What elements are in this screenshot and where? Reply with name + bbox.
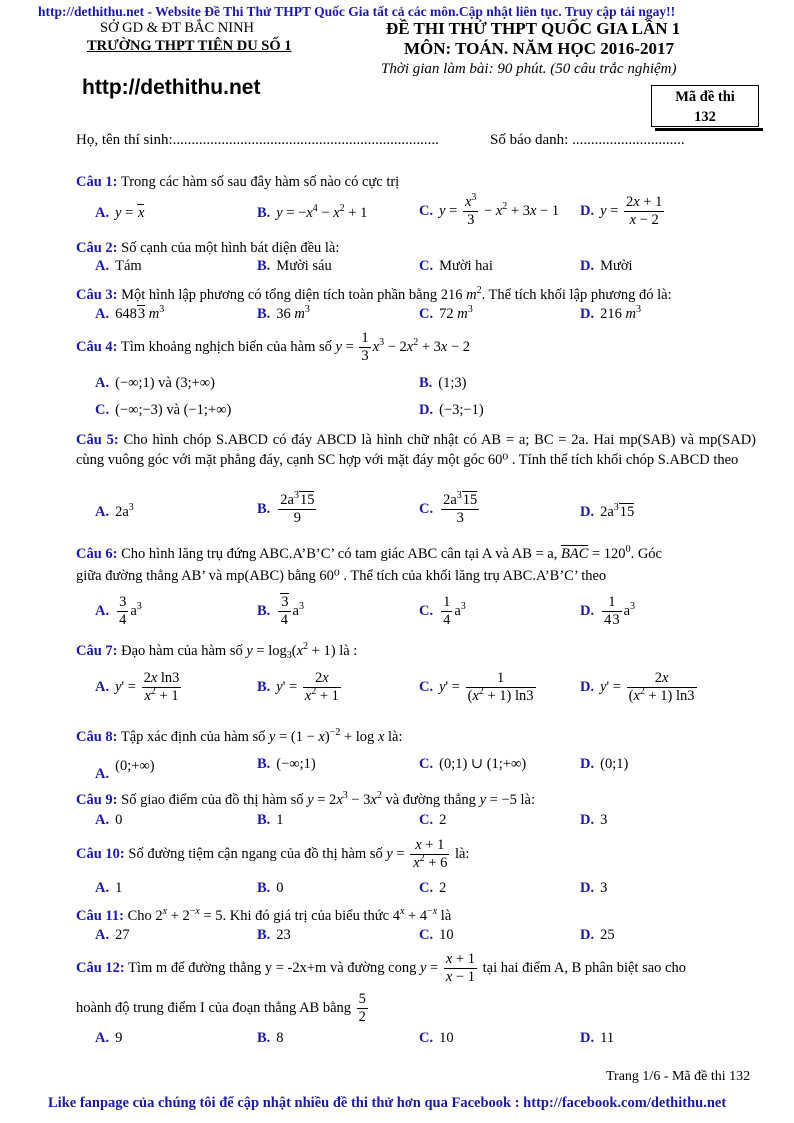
question-12-line2: hoành độ trung điểm I của đoạn thẳng AB bằng $\frac{5}{2}$ (76, 991, 366, 1025)
dept-name: SỞ GD & ĐT BẮC NINH (100, 20, 255, 36)
exam-code-label: Mã đề thi (675, 89, 735, 105)
question-6: Câu 6: Cho hình lăng trụ đứng ABC.A’B’C’ có tam giác ABC cân tại A và AB = a, BAC = $120^0$. Góc (76, 544, 662, 562)
q6-option-a[interactable]: A. $\frac{3}{4}$ $a^3$ (95, 594, 142, 628)
q11-option-b[interactable]: B. 23 (257, 927, 291, 943)
question-6-line2: giữa đường thẳng AB’ và mp(ABC) bằng 60⁰ . Thể tích của khối lăng trụ ABC.A’B’C’ theo (76, 568, 607, 584)
q3-option-c[interactable]: C. 72 $m^3$ (419, 304, 473, 322)
question-11: Câu 11: Cho $2^x + 2^{-x} = 5$. Khi đó giá trị của biểu thức $4^x + 4^{-x}$ là (76, 906, 452, 924)
q12-option-a[interactable]: A. 9 (95, 1030, 123, 1046)
candidate-number-line[interactable]: Số báo danh: .............................. (490, 132, 685, 148)
q5-option-a[interactable]: A. $2a^3$ (95, 502, 134, 520)
q8-option-a[interactable]: A. (0;+∞) (95, 758, 155, 782)
q8-option-d[interactable]: D. (0;1) (580, 756, 629, 772)
question-label: Câu 1: (76, 174, 118, 190)
q2-option-a[interactable]: A. Tám (95, 258, 142, 274)
q7-option-b[interactable]: B. y' = $\frac{2x}{x^2 + 1}$ (257, 670, 339, 704)
q7-option-d[interactable]: D. y' = $\frac{2x}{(x^2 + 1) \ln 3}$ (580, 670, 695, 704)
q6-option-d[interactable]: D. $\frac{1}{43}$ $a^3$ (580, 594, 636, 628)
q11-option-d[interactable]: D. 25 (580, 927, 615, 943)
q10-option-c[interactable]: C. 2 (419, 880, 447, 896)
top-banner[interactable]: http://dethithu.net - Website Đề Thi Thử THPT Quốc Gia tất cả các môn.Cập nhật liên tục. Truy cập tải ngay!! (38, 4, 676, 19)
q7-option-a[interactable]: A. y' = $\frac{\text{2x ln3}}{x^2 + 1}$ (95, 670, 180, 704)
q4-option-b[interactable]: B. (1;3) (419, 375, 467, 391)
question-4: Câu 4: Tìm khoảng nghịch biến của hàm số y = $\frac{1}{3}$ $x^3 - 2x^2 + 3x - 2$ (76, 330, 471, 364)
page-number: Trang 1/6 - Mã đề thi 132 (606, 1069, 751, 1084)
question-text: Trong các hàm số sau đây hàm số nào có cực trị (120, 174, 400, 190)
q4-option-d[interactable]: D. (−3;−1) (419, 402, 484, 418)
q1-option-c[interactable]: C. y = $\frac{x^3}{3}$ − $x^2 + 3x - 1$ (419, 192, 560, 228)
exam-code: 132 (694, 109, 716, 125)
exam-subject: MÔN: TOÁN. NĂM HỌC 2016-2017 (404, 39, 674, 58)
q10-option-b[interactable]: B. 0 (257, 880, 284, 896)
q1-option-a[interactable]: A. y = x (95, 205, 145, 221)
q4-option-a[interactable]: A. (−∞;1) và (3;+∞) (95, 375, 215, 391)
candidate-name-line[interactable]: Họ, tên thí sinh:....................................................................... (76, 132, 439, 148)
q5-option-b[interactable]: B. $\frac{2a^315}{9}$ (257, 490, 315, 526)
question-3: Câu 3: Một hình lập phương có tổng diện tích toàn phần bằng 216 $m^2$. Thể tích khối lập phương đó là: (76, 285, 672, 303)
q1-option-d[interactable]: D. y = $\frac{2x + 1}{x - 2}$ (580, 194, 663, 228)
question-1 (76, 172, 756, 192)
q11-option-c[interactable]: C. 10 (419, 927, 454, 943)
q9-option-c[interactable]: C. 2 (419, 812, 447, 828)
q9-option-b[interactable]: B. 1 (257, 812, 284, 828)
question-9: Câu 9: Số giao điểm của đồ thị hàm số $y = 2x^3 - 3x^2$ và đường thẳng y = −5 là: (76, 790, 535, 808)
q9-option-a[interactable]: A. 0 (95, 812, 123, 828)
q6-option-b[interactable]: B. $\frac{3}{4}$ $a^3$ (257, 594, 304, 628)
question-2: Câu 2: Số cạnh của một hình bát diện đều là: (76, 240, 340, 256)
school-name: TRƯỜNG THPT TIÊN DU SỐ 1 (87, 38, 292, 54)
site-url[interactable]: http://dethithu.net (82, 76, 261, 99)
exam-time: Thời gian làm bài: 90 phút. (50 câu trắc nghiệm) (381, 61, 677, 77)
question-5: Câu 5: Cho hình chóp S.ABCD có đáy ABCD là hình chữ nhật có AB = a; BC = 2a. Hai mp(SAB) và mp(SAD) cùng vuông góc với mặt phẳng đáy, cạnh SC hợp với mặt đáy một góc 60⁰ . Tính thể tích khối chóp S.ABCD theo (76, 432, 756, 468)
q10-option-a[interactable]: A. 1 (95, 880, 123, 896)
q2-option-b[interactable]: B. Mười sáu (257, 258, 332, 274)
facebook-banner[interactable]: Like fanpage của chúng tôi để cập nhật nhiều đề thi thử hơn qua Facebook : http://facebook.com/dethithu.net (48, 1095, 727, 1111)
q3-option-a[interactable]: A. 6483 $m^3$ (95, 304, 165, 322)
q4-option-c[interactable]: C. (−∞;−3) và (−1;+∞) (95, 402, 232, 418)
q5-option-c[interactable]: C. $\frac{2a^315}{3}$ (419, 490, 478, 526)
q6-option-c[interactable]: C. $\frac{1}{4}$ $a^3$ (419, 594, 466, 628)
q11-option-a[interactable]: A. 27 (95, 927, 130, 943)
q12-option-d[interactable]: D. 11 (580, 1030, 615, 1046)
q10-option-d[interactable]: D. 3 (580, 880, 608, 896)
q7-option-c[interactable]: C. y' = $\frac{1}{(x^2 + 1) \ln 3}$ (419, 670, 534, 704)
exam-title: ĐỀ THI THỬ THPT QUỐC GIA LẦN 1 (386, 19, 681, 38)
q2-option-c[interactable]: C. Mười hai (419, 258, 493, 274)
q12-option-c[interactable]: C. 10 (419, 1030, 454, 1046)
q3-option-d[interactable]: D. 216 $m^3$ (580, 304, 641, 322)
q2-option-d[interactable]: D. Mười (580, 258, 633, 274)
q9-option-d[interactable]: D. 3 (580, 812, 608, 828)
q12-option-b[interactable]: B. 8 (257, 1030, 284, 1046)
question-12: Câu 12: Tìm m để đường thẳng y = -2x+m và đường cong y = $\frac{x + 1}{x - 1}$ tại hai điểm A, B phân biệt sao cho (76, 951, 686, 985)
q8-option-b[interactable]: B. (−∞;1) (257, 756, 316, 772)
q3-option-b[interactable]: B. 36 $m^3$ (257, 304, 310, 322)
question-10: Câu 10: Số đường tiệm cận ngang của đồ thị hàm số y = $\frac{x + 1}{x^2 + 6}$ là: (76, 837, 470, 871)
question-8: Câu 8: Tập xác định của hàm số $y = (1 - x)^{-2} + \log x$ là: (76, 727, 403, 745)
question-7: Câu 7: Đạo hàm của hàm số $y = \log_3(x^2 + 1)$ là : (76, 641, 358, 661)
exam-code-box (651, 85, 759, 127)
q1-option-b[interactable]: B. $y = -x^4 - x^2 + 1$ (257, 203, 368, 221)
q8-option-c[interactable]: C. (0;1) ∪ (1;+∞) (419, 756, 527, 772)
q5-option-d[interactable]: D. $2a^315$ (580, 502, 635, 520)
